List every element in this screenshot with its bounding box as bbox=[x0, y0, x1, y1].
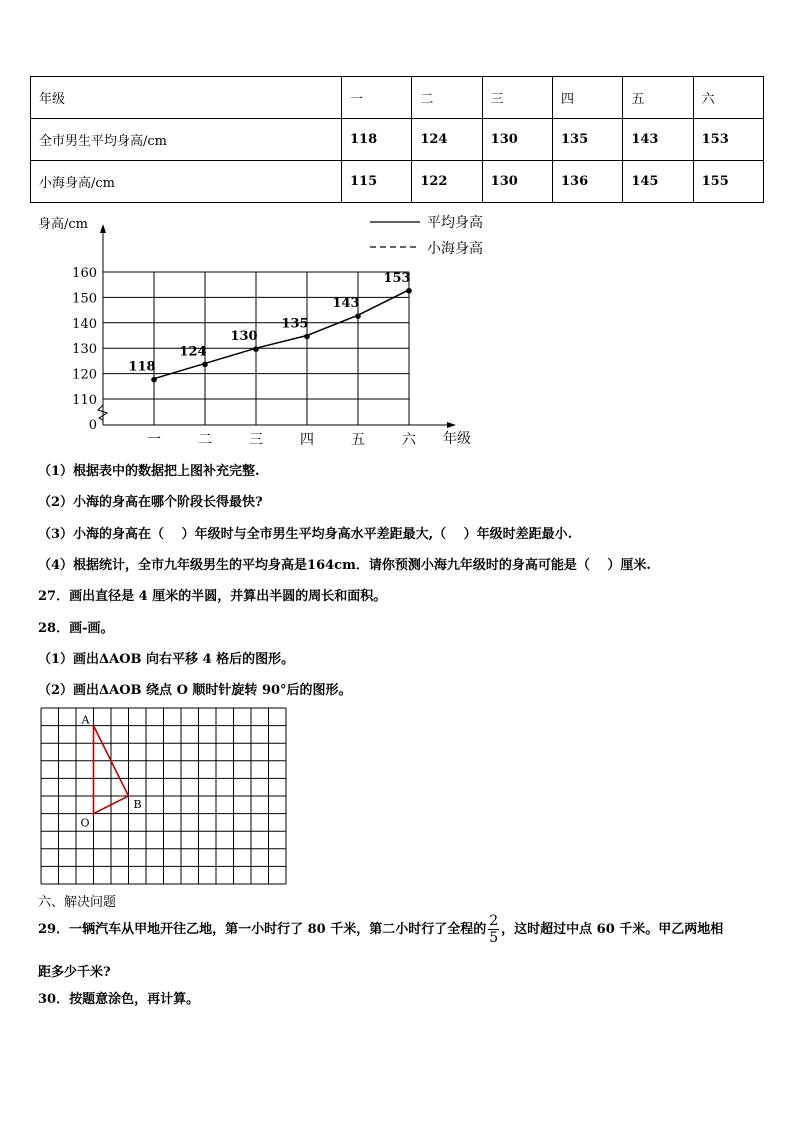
y-tick-label: 110 bbox=[72, 393, 97, 408]
table-header-cell: 三 bbox=[482, 77, 552, 119]
legend-label: 平均身高 bbox=[427, 215, 483, 231]
data-label: 153 bbox=[383, 270, 411, 286]
y-axis-label: 身高/cm bbox=[38, 217, 88, 232]
table-header-cell: 年级 bbox=[31, 77, 342, 119]
table-header-cell: 一 bbox=[342, 77, 412, 119]
x-tick-label: 三 bbox=[249, 432, 263, 448]
x-tick-label: 二 bbox=[198, 432, 212, 448]
y-tick-label: 0 bbox=[88, 418, 97, 433]
x-tick-label: 五 bbox=[351, 432, 365, 448]
data-label: 130 bbox=[230, 329, 258, 345]
question-28-2: （2）画出ΔAOB 绕点 O 顺时针旋转 90°后的图形。 bbox=[38, 683, 352, 698]
question-29-cont: 距多少千米? bbox=[38, 965, 111, 980]
fraction bbox=[488, 913, 499, 946]
table-header-cell: 六 bbox=[693, 77, 763, 119]
table-cell: 130 bbox=[482, 161, 552, 203]
fraction-numerator: 2 bbox=[489, 913, 499, 929]
table-cell: 118 bbox=[342, 119, 412, 161]
point-label-a: A bbox=[81, 713, 90, 727]
table-cell: 124 bbox=[412, 119, 482, 161]
question-28-1: （1）画出ΔAOB 向右平移 4 格后的图形。 bbox=[38, 652, 295, 667]
y-tick-label: 140 bbox=[72, 316, 97, 332]
table-cell: 122 bbox=[412, 161, 482, 203]
table-cell: 143 bbox=[623, 119, 693, 161]
table-header-cell: 二 bbox=[412, 77, 482, 119]
question-1: （1）根据表中的数据把上图补充完整. bbox=[38, 464, 260, 479]
table-cell: 153 bbox=[693, 119, 763, 161]
question-30: 30．按题意涂色，再计算。 bbox=[38, 992, 200, 1007]
x-tick-label: 六 bbox=[402, 432, 416, 448]
table-cell: 130 bbox=[482, 119, 552, 161]
question-29-text-b: ，这时超过中点 60 千米。甲乙两地相 bbox=[501, 922, 724, 937]
y-tick-label: 160 bbox=[72, 266, 97, 281]
legend-label: 小海身高 bbox=[427, 241, 483, 257]
x-tick-label: 一 bbox=[147, 432, 161, 448]
y-tick-label: 130 bbox=[72, 342, 97, 358]
data-label: 124 bbox=[179, 344, 207, 360]
question-28: 28．画-画。 bbox=[38, 621, 114, 636]
table-cell: 145 bbox=[623, 161, 693, 203]
data-label: 135 bbox=[281, 316, 309, 332]
section-title: 六、解决问题 bbox=[38, 895, 117, 910]
row-label: 小海身高/cm bbox=[31, 161, 342, 203]
table-cell: 135 bbox=[552, 119, 622, 161]
table-cell: 115 bbox=[342, 161, 412, 203]
data-label: 143 bbox=[332, 296, 360, 312]
table-cell: 155 bbox=[693, 161, 763, 203]
table-cell: 136 bbox=[552, 161, 622, 203]
y-tick-label: 150 bbox=[72, 291, 97, 307]
row-label: 全市男生平均身高/cm bbox=[31, 119, 342, 161]
fraction-denominator: 5 bbox=[489, 930, 499, 946]
x-tick-label: 四 bbox=[300, 432, 314, 448]
table-header-cell: 四 bbox=[552, 77, 622, 119]
data-label: 118 bbox=[128, 359, 156, 375]
question-29 bbox=[38, 913, 723, 946]
question-4: （4）根据统计，全市九年级男生的平均身高是164cm．请你预测小海九年级时的身高可能是（ ）厘米. bbox=[38, 558, 651, 573]
question-29-text-a: 29．一辆汽车从甲地开往乙地，第一小时行了 80 千米，第二小时行了全程的 bbox=[38, 922, 487, 937]
point-label-b: B bbox=[133, 798, 142, 811]
table-header-cell: 五 bbox=[623, 77, 693, 119]
question-27: 27．画出直径是 4 厘米的半圆，并算出半圆的周长和面积。 bbox=[38, 589, 387, 604]
point-label-o: O bbox=[80, 816, 90, 830]
y-tick-label: 120 bbox=[72, 367, 97, 383]
question-3: （3）小海的身高在（ ）年级时与全市男生平均身高水平差距最大,（ ）年级时差距最小. bbox=[38, 527, 573, 542]
question-2: （2）小海的身高在哪个阶段长得最快? bbox=[38, 495, 263, 510]
x-axis-label: 年级 bbox=[443, 431, 471, 447]
